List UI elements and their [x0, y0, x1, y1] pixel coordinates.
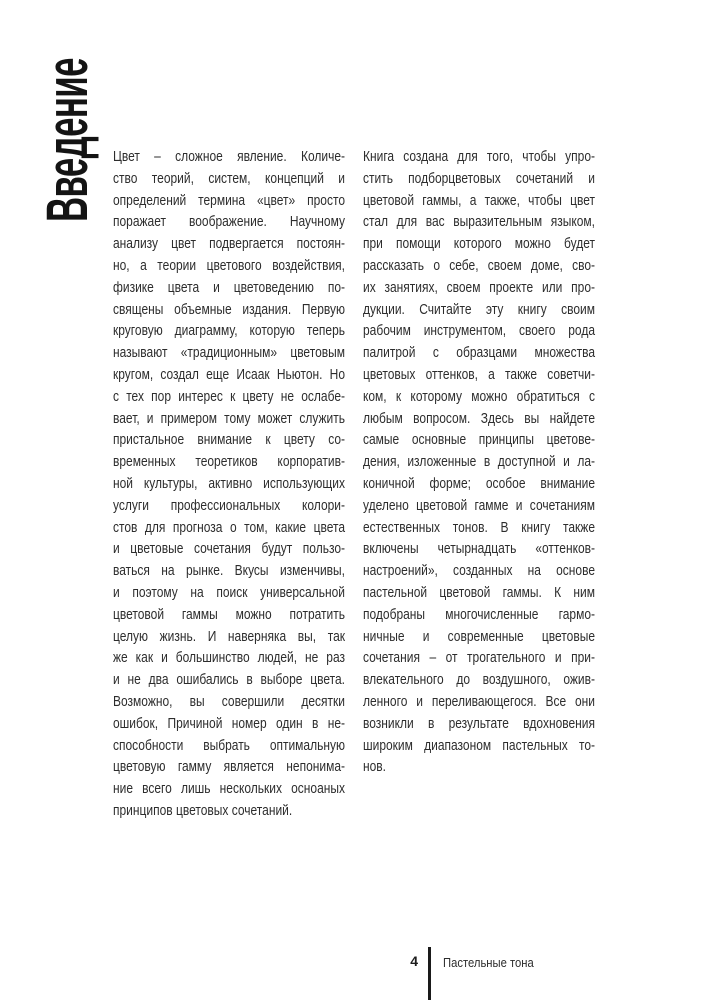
text-line: коничной форме; особое внимание [363, 474, 595, 492]
text-line: цветовой гаммы можно потратить [113, 605, 345, 623]
text-line: настроений», созданных на основе [363, 562, 595, 580]
text-line: круговую диаграмму, которую теперь [113, 322, 345, 340]
text-line: рассказать о себе, своем доме, сво- [363, 256, 595, 274]
text-line: широким диапазоном пастельных то- [363, 736, 595, 754]
text-line: рабочим инструментом, своего рода [363, 322, 595, 340]
text-line: определений термина «цвет» просто [113, 191, 345, 209]
text-line: называют «традиционным» цветовым [113, 344, 345, 362]
text-line: Книга создана для того, чтобы упро- [363, 148, 595, 165]
text-line: влекательного до воздушного, ожив- [363, 671, 595, 689]
intro-column-1 [113, 146, 345, 822]
text-line: Цвет – сложное явление. Количе- [113, 148, 345, 165]
text-line: Возможно, вы совершили десятки [113, 692, 345, 710]
text-line: священы объемные издания. Первую [113, 300, 345, 318]
text-line: временных теоретиков корпоратив- [113, 453, 345, 471]
text-line: цветовой гаммы, а также, чтобы цвет [363, 191, 595, 209]
text-line: пастельной цветовой гаммы. К ним [363, 583, 595, 601]
text-line: и поэтому на поиск универсальной [113, 583, 345, 601]
book-title: Пастельные тона [443, 956, 534, 970]
text-line: самые основные принципы цветове- [363, 431, 595, 449]
text-line: поражает воображение. Научному [113, 213, 345, 231]
text-line: кругом, создал еще Исаак Ньютон. Но [113, 365, 345, 383]
text-line: любым вопросом. Здесь вы найдете [363, 409, 595, 427]
text-line: палитрой с образцами множества [363, 344, 595, 362]
text-line: ство теорий, систем, концепций и [113, 169, 345, 187]
text-line: ленного и переливающегося. Все они [363, 692, 595, 710]
text-line: уделено цветовой гамме и сочетаниям [363, 496, 595, 514]
text-line: ваться на рынке. Вкусы изменчивы, [113, 562, 345, 580]
text-line: анализу цвет подвергается постоян- [113, 235, 345, 253]
text-line: принципов цветовых сочетаний. [113, 801, 293, 819]
text-line: ничные и современные цветовые [363, 627, 595, 645]
text-line: и не два ошибались в выборе цвета. [113, 671, 345, 689]
text-line: стов для прогноза о том, какие цвета [113, 518, 345, 536]
text-line: сочетания – от трогательного и при- [363, 649, 595, 667]
text-line: дения, изложенные в доступной и ла- [363, 453, 595, 471]
text-line: пристальное внимание к цвету со- [113, 431, 345, 449]
text-line: возникли в результате вдохновения [363, 714, 595, 732]
text-line: дукции. Считайте эту книгу своим [363, 300, 595, 318]
text-line: вает, и примером тому может служить [113, 409, 345, 427]
text-line: стал для вас выразительным языком, [363, 213, 595, 231]
text-line: цветовых оттенков, а также советчи- [363, 365, 595, 383]
text-line: ние всего лишь нескольких осноаных [113, 780, 345, 798]
page-number: 4 [410, 953, 418, 969]
chapter-title: Введение [35, 58, 100, 223]
text-line: но, а теории цветового воздействия, [113, 256, 345, 274]
text-line: способности выбрать оптимальную [113, 736, 345, 754]
text-line: при помощи которого можно будет [363, 235, 595, 253]
text-line: и цветовые сочетания будут пользо- [113, 540, 345, 558]
text-line: ком, к которому можно обратиться с [363, 387, 595, 405]
text-line: их занятиях, своем проекте или про- [363, 278, 595, 296]
text-line: подобраны многочисленные гармо- [363, 605, 595, 623]
text-line: естественных тонов. В книгу также [363, 518, 595, 536]
text-line: нов. [363, 758, 387, 776]
text-line: физике цвета и цветоведению по- [113, 278, 345, 296]
text-line: ошибок, Причиной номер один в не- [113, 714, 345, 732]
text-line: включены четырнадцать «оттенков- [363, 540, 595, 558]
footer-divider-rule [428, 947, 431, 1000]
text-line: стить подборцветовых сочетаний и [363, 169, 595, 187]
text-line: целую жизнь. И наверняка вы, так [113, 627, 345, 645]
text-line: же как и большинство людей, не раз [113, 649, 345, 667]
intro-column-2 [363, 146, 595, 778]
text-line: цветовую гамму является непонима- [113, 758, 345, 776]
text-line: услуги профессиональных колори- [113, 496, 345, 514]
text-line: с тех пор интерес к цвету не ослабе- [113, 387, 345, 405]
text-line: ной культуры, активно использующих [113, 474, 345, 492]
